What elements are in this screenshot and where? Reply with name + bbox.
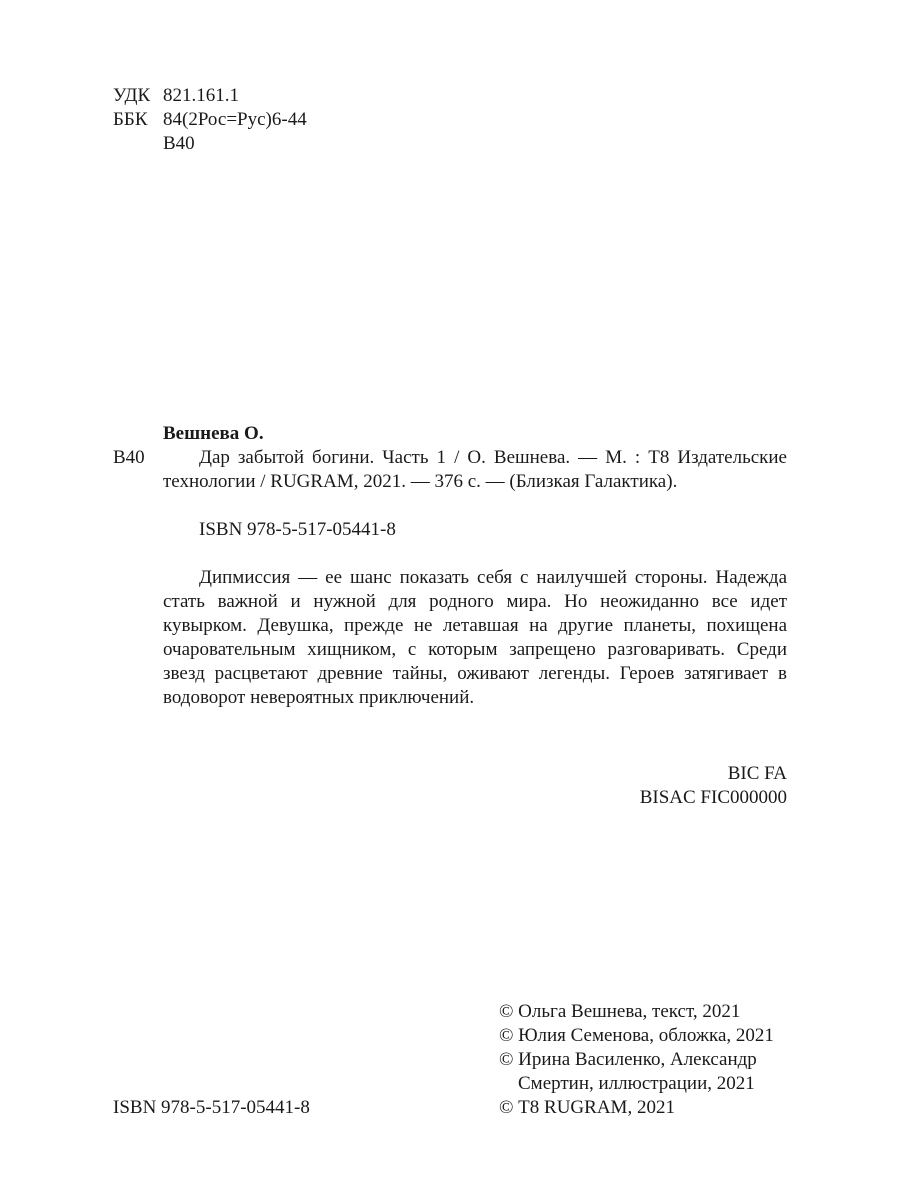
bbk-value: 84(2Рос=Рус)6-44	[163, 109, 307, 130]
annotation-text: Дипмиссия — ее шанс показать себя с наилучшей стороны. Надежда стать важной и нужной для родного мира. Но неожиданно все идет кувырком. Девушка, прежде не летавшая на другие планеты, похищена очаровательным хищником, с которым запрещено разговаривать. Среди звезд расцветают древние тайны, оживают легенды. Героев затягивает в водоворот невероятных приключений.	[163, 567, 787, 708]
bisac-code: BISAC FIC000000	[639, 787, 787, 808]
copyright-block	[499, 1000, 774, 1120]
copyright-line: © Юлия Семенова, обложка, 2021	[499, 1025, 774, 1046]
bibliographic-description	[163, 446, 787, 494]
cutter-code-top: В40	[163, 133, 195, 154]
subject-codes	[640, 762, 787, 810]
copyright-line: © Ольга Вешнева, текст, 2021	[499, 1001, 741, 1022]
bic-code: BIC FA	[727, 763, 787, 784]
description-text: Дар забытой богини. Часть 1 / О. Вешнева. — М. : Т8 Издательские технологии / RUGRAM, 2021. — 376 с. — (Близкая Галактика).	[163, 447, 787, 492]
cutter-code: В40	[113, 447, 145, 468]
isbn-catalog: ISBN 978-5-517-05441-8	[199, 519, 396, 540]
copyright-line: Смертин, иллюстрации, 2021	[518, 1073, 755, 1094]
copyright-line: © Т8 RUGRAM, 2021	[499, 1097, 675, 1118]
author-heading: Вешнева О.	[163, 423, 264, 444]
annotation	[163, 566, 787, 710]
copyright-line: © Ирина Василенко, Александр	[499, 1049, 757, 1070]
isbn-footer: ISBN 978-5-517-05441-8	[113, 1097, 310, 1118]
udk-value: 821.161.1	[163, 85, 239, 106]
udk-label: УДК	[113, 85, 151, 106]
bbk-label: ББК	[113, 109, 148, 130]
